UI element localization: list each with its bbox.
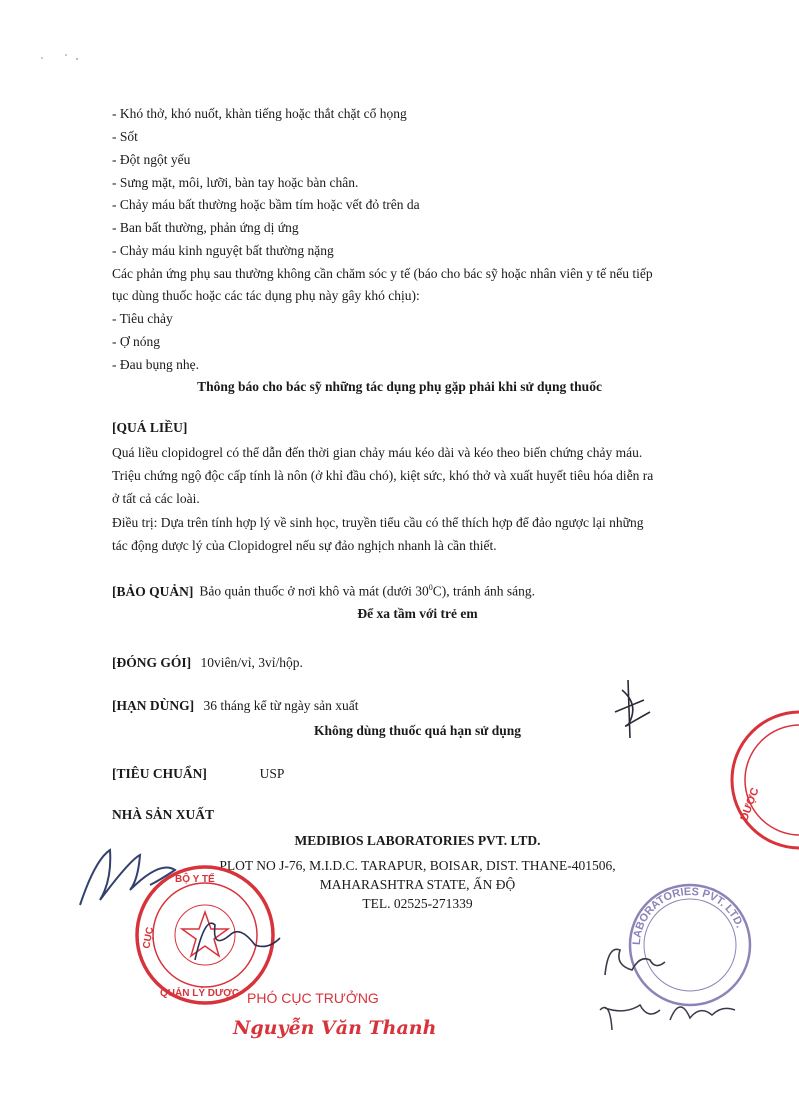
- side-effect-item: - Chảy máu kinh nguyệt bất thường nặng: [112, 243, 334, 258]
- side-effect-item: - Chảy máu bất thường hoặc bầm tím hoặc vết đỏ trên da: [112, 197, 420, 212]
- edge-seal-text: DƯỢC: [738, 786, 762, 823]
- overdose-line: Điều trị: Dựa trên tính hợp lý về sinh học, truyền tiểu cầu có thể thích hợp để đảo ngược lại những: [112, 515, 644, 530]
- mild-side-effect-item: - Ợ nóng: [112, 334, 160, 349]
- storage-heading: [BẢO QUẢN]: [112, 583, 194, 599]
- standard-heading: [TIÊU CHUẨN]: [112, 766, 207, 781]
- manufacturer-name: MEDIBIOS LABORATORIES PVT. LTD.: [294, 833, 541, 848]
- side-effect-item: - Khó thở, khó nuốt, khàn tiếng hoặc thắt chặt cổ họng: [112, 106, 407, 121]
- side-effect-item: - Ban bất thường, phản ứng dị ứng: [112, 220, 299, 235]
- mild-side-effect-item: - Tiêu chảy: [112, 311, 173, 326]
- side-effect-notice: Thông báo cho bác sỹ những tác dụng phụ gặp phải khi sử dụng thuốc: [197, 379, 602, 394]
- edge-seal: [732, 712, 799, 848]
- overdose-line: tác động dược lý của Clopidogrel nếu sự đảo nghịch nhanh là cần thiết.: [112, 538, 497, 553]
- packaging-heading: [ĐÓNG GÓI]: [112, 655, 192, 670]
- company-seal-text: LABORATORIES PVT. LTD.: [630, 885, 746, 946]
- manufacturer-heading: NHÀ SẢN XUẤT: [112, 807, 215, 822]
- manufacturer-address: PLOT NO J-76, M.I.D.C. TARAPUR, BOISAR, DIST. THANE-401506,: [219, 858, 616, 873]
- official-name: Nguyễn Văn Thanh: [233, 1017, 437, 1039]
- standard-text: USP: [259, 766, 285, 781]
- packaging-text: 10viên/vỉ, 3vỉ/hộp.: [200, 655, 303, 670]
- child-warning: Để xa tầm với trẻ em: [357, 606, 478, 621]
- mild-intro-line: Các phản ứng phụ sau thường không cần chăm sóc y tế (báo cho bác sỹ hoặc nhân viên y tế nếu tiếp: [112, 266, 653, 281]
- side-effect-item: - Sốt: [112, 129, 138, 144]
- storage-text: Bảo quản thuốc ở nơi khô và mát (dưới 30: [199, 583, 429, 599]
- left-signature-2: [195, 923, 280, 960]
- manufacturer-tel: TEL. 02525-271339: [362, 896, 473, 911]
- mild-intro-line: tục dùng thuốc hoặc các tác dụng phụ này gây khó chịu):: [112, 288, 420, 303]
- left-seal-bottom-text: QUẢN LÝ DƯỢC: [160, 988, 240, 999]
- overdose-line: Triệu chứng ngộ độc cấp tính là nôn (ở khỉ đầu chó), kiệt sức, khó thở và xuất huyết tiêu hóa diễn ra: [112, 468, 654, 483]
- official-title: PHÓ CỤC TRƯỞNG: [247, 990, 379, 1006]
- side-effect-item: - Sưng mặt, môi, lưỡi, bàn tay hoặc bàn chân.: [112, 175, 359, 190]
- signature-mark: [615, 680, 650, 738]
- expiry-text: 36 tháng kể từ ngày sản xuất: [203, 698, 359, 713]
- company-seal: [630, 885, 750, 1005]
- left-signature: [80, 850, 175, 905]
- left-seal: [137, 867, 273, 1003]
- side-effect-item: - Đột ngột yếu: [112, 152, 191, 167]
- expiry-warning: Không dùng thuốc quá hạn sử dụng: [314, 723, 521, 738]
- left-seal-side-text: CỤC: [141, 926, 157, 950]
- overdose-line: Quá liều clopidogrel có thể dẫn đến thời gian chảy máu kéo dài và kéo theo biến chứng chảy máu.: [112, 445, 643, 460]
- overdose-heading: [QUÁ LIỀU]: [112, 420, 188, 435]
- storage-text-after: C), tránh ánh sáng.: [432, 583, 536, 599]
- storage-degree: 0: [428, 583, 433, 592]
- left-seal-top-text: BỘ Y TẾ: [175, 874, 215, 885]
- mild-side-effect-item: - Đau bụng nhẹ.: [112, 357, 199, 372]
- expiry-heading: [HẠN DÙNG]: [112, 698, 195, 713]
- right-signature-2: [600, 1005, 735, 1030]
- scan-specks: [41, 54, 78, 60]
- manufacturer-address: MAHARASHTRA STATE, ẤN ĐỘ: [319, 877, 516, 892]
- overdose-line: ở tất cả các loài.: [112, 491, 200, 506]
